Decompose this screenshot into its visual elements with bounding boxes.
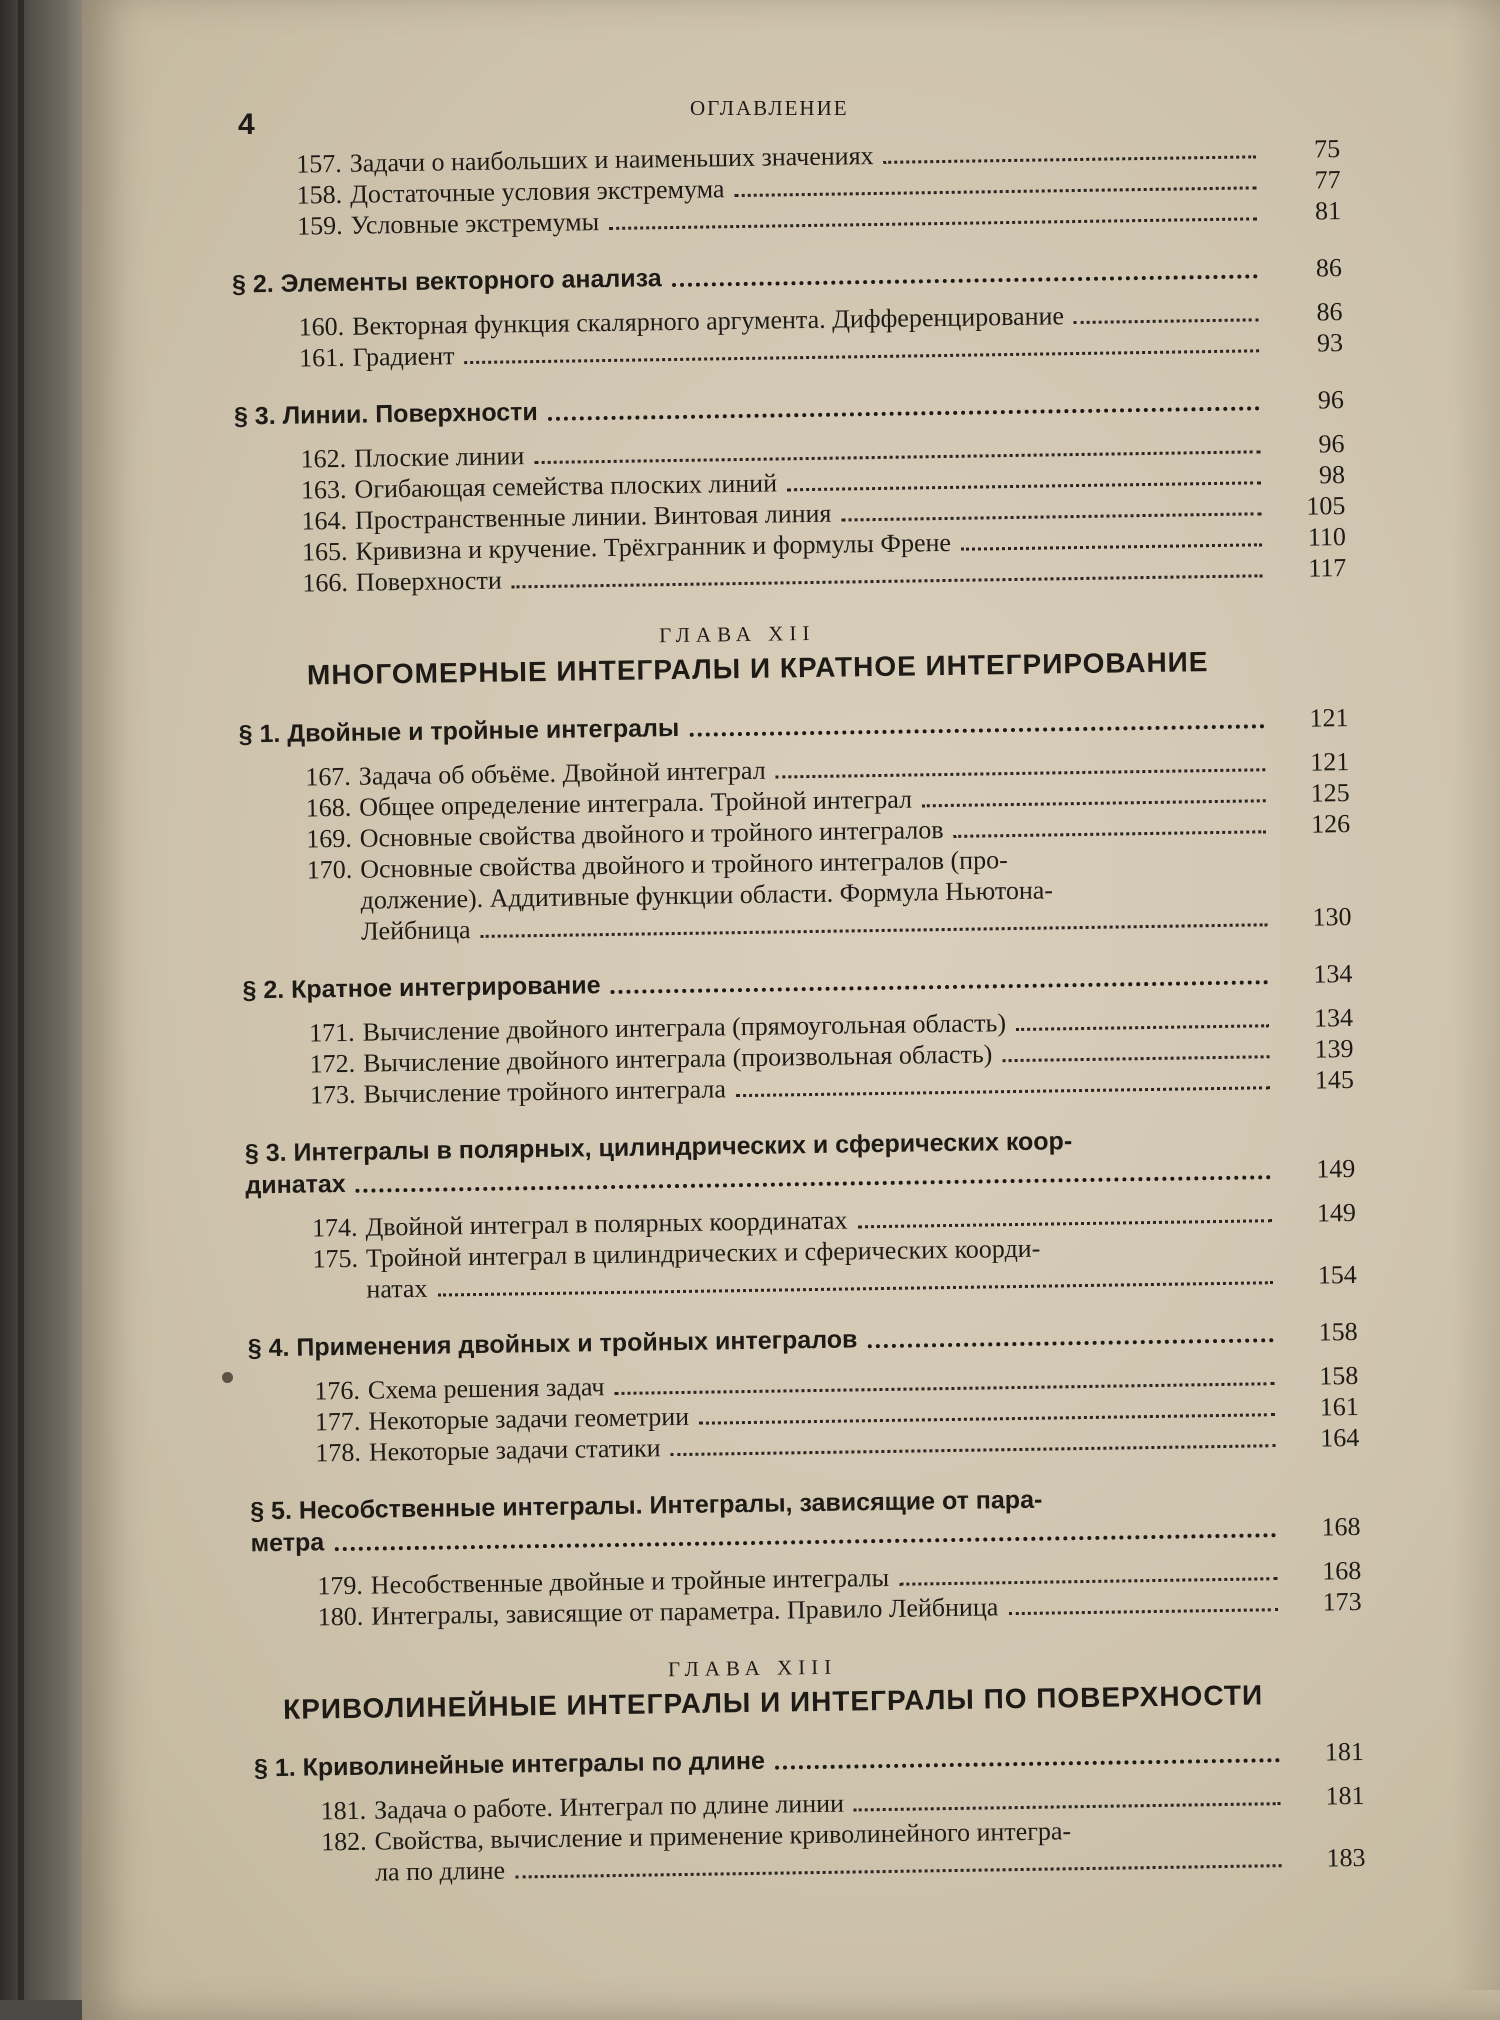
page-ref: 168 [1321,1511,1361,1542]
page-ref: 158 [1319,1360,1359,1391]
entry-number: 175. [312,1243,359,1274]
entry-number: 168. [305,792,352,823]
entry-text: Двойной интеграл в полярных координатах [365,1205,848,1242]
toc-section [238,702,1348,750]
entry-text: Основные свойства двойного и тройного интегралов [359,815,944,853]
entry-number: 170. [306,854,353,885]
entry-number: 173. [309,1079,356,1110]
entry-number: 177. [314,1406,361,1437]
page-ref: 161 [1319,1391,1359,1422]
page-ref: 139 [1314,1033,1354,1064]
chapter-label: ГЛАВА XII [658,620,816,648]
entry-text-line: Основные свойства двойного и тройного интегралов (про- [359,845,1008,884]
entry-text: Несобственные двойные и тройные интегралы [370,1562,890,1600]
dot-leader [775,1758,1280,1769]
entry-text: Поверхности [355,565,502,597]
chapter-label: ГЛАВА XIII [667,1654,838,1682]
entry-text: Условные экстремумы [350,207,600,240]
dot-leader [548,406,1260,421]
entry-text: Схема решения задач [367,1372,605,1405]
toc-section [242,958,1352,1006]
entry-text: Некоторые задачи геометрии [368,1401,690,1436]
entry-number: 172. [309,1048,356,1079]
chapter-title: КРИВОЛИНЕЙНЫЕ ИНТЕГРАЛЫ И ИНТЕГРАЛЫ ПО ПОВЕРХНОСТИ [282,1679,1264,1725]
entry-text-line: динатах [245,1169,346,1200]
page-ref: 149 [1316,1197,1357,1228]
toc-section [234,384,1344,432]
entry-number: 182. [320,1826,367,1857]
page-ref: 149 [1316,1153,1356,1184]
dot-leader [899,1577,1277,1586]
entry-number: 157. [296,148,342,179]
dot-leader [609,217,1257,230]
dot-leader [699,1413,1275,1425]
dot-leader [735,186,1257,197]
page-ref: 145 [1314,1064,1355,1095]
entry-number: 179. [317,1570,364,1601]
page-ref: 105 [1306,491,1346,521]
page-ref: 134 [1313,1002,1354,1033]
dot-leader [776,768,1266,778]
entry-text: Общее определение интеграла. Тройной интеграл [359,784,913,822]
dot-leader [867,1338,1273,1348]
entry-text: Вычисление двойного интеграла (произвольная область) [362,1039,993,1078]
entry-number: 178. [315,1437,362,1468]
page-ref: 77 [1314,165,1341,195]
entry-text: Плоские линии [353,441,525,473]
entry-number: 159. [296,210,343,241]
dot-leader [672,274,1258,287]
dot-leader [858,1219,1272,1228]
page-ref: 121 [1309,703,1349,733]
entry-number: 163. [300,474,347,505]
entry-number: 161. [298,342,345,373]
entry-text: Некоторые задачи статики [368,1433,661,1467]
entry-text: Кривизна и кручение. Трёхгранник и формулы Френе [355,527,952,566]
entry-text: Задача об объёме. Двойной интеграл [358,755,766,791]
entry-number: 180. [317,1601,364,1632]
entry-number: 171. [308,1017,355,1048]
entry-text-line: ла по длине [374,1855,506,1887]
entry-text-line: Тройной интеграл в цилиндрических и сферических коорди- [365,1233,1041,1273]
entry-text-line: натах [366,1273,428,1304]
dot-leader [1074,318,1259,324]
dot-leader [854,1802,1281,1811]
section-title: § 1. Двойные и тройные интегралы [238,713,680,749]
dot-leader [736,1086,1270,1097]
page-ref: 86 [1315,253,1343,283]
section-title: § 3. Линии. Поверхности [233,398,539,431]
entry-text-line: § 3. Интегралы в полярных, цилиндрических и сферических коор- [244,1127,1073,1168]
book-spine [0,0,92,2000]
dot-leader [954,830,1267,838]
entry-text-line: Свойства, вычисление и применение криволинейного интегра- [374,1816,1072,1856]
page-ref: 125 [1310,778,1350,808]
page-ref: 134 [1313,958,1353,989]
table-of-contents [200,133,1366,1890]
dot-leader [884,155,1257,164]
page-ref: 86 [1316,297,1343,327]
page-ref: 154 [1317,1259,1358,1290]
entry-text-line: § 5. Несобственные интегралы. Интегралы, зависящие от пара- [249,1485,1043,1526]
page-ref: 98 [1318,460,1346,490]
entry-text: Векторная функция скалярного аргумента. Дифференцирование [351,301,1065,341]
dot-leader [611,980,1269,994]
entry-text: Градиент [352,341,455,372]
section-title: § 1. Криволинейные интегралы по длине [253,1746,766,1783]
dot-leader [512,574,1263,588]
dot-leader [671,1444,1276,1456]
dot-leader [1016,1024,1269,1031]
page-ref: 173 [1322,1586,1362,1617]
toc-section [250,1479,1361,1559]
entry-number: 165. [301,536,348,567]
page-ref: 110 [1307,522,1347,552]
entry-number: 164. [301,505,348,536]
toc-section [248,1316,1358,1364]
page-ref: 181 [1325,1780,1365,1811]
page-header-title: ОГЛАВЛЕНИЕ [690,96,849,120]
dot-leader [1002,1055,1269,1062]
entry-text-line: должение). Аддитивные функции области. Формула Ньютона- [360,875,1054,915]
entry-text: Интегралы, зависящие от параметра. Правило Лейбница [371,1592,999,1631]
entry-text: Огибающая семейства плоских линий [354,468,778,504]
entry-number: 158. [296,179,343,210]
entry-number: 181. [320,1795,367,1826]
page-ref: 168 [1321,1555,1362,1586]
ink-smudge [222,1372,233,1383]
section-title: § 2. Элементы векторного анализа [231,264,662,299]
entry-text: Задачи о наибольших и наименьших значениях [349,141,874,178]
entry-text-line: Лейбница [360,915,471,946]
entry-text-line: метра [250,1528,325,1558]
dot-leader [922,799,1266,807]
page-ref: 93 [1316,328,1344,358]
dot-leader [787,481,1261,491]
page-ref: 96 [1317,385,1345,415]
dot-leader [334,1533,1276,1551]
entry-text: Вычисление тройного интеграла [363,1074,727,1109]
page-ref: 117 [1308,553,1347,583]
entry-text: Пространственные линии. Винтовая линия [354,498,832,535]
page-ref: 121 [1309,747,1350,777]
dot-leader [1008,1608,1277,1615]
page-ref: 130 [1312,902,1352,932]
entry-number: 167. [305,761,352,792]
dot-leader [438,1281,1273,1296]
entry-text: Задача о работе. Интеграл по длине линии [373,1788,845,1825]
dot-leader [481,923,1268,938]
entry-number: 166. [302,567,349,598]
entry-number: 169. [306,823,352,854]
dot-leader [841,512,1261,521]
page-ref: 96 [1318,429,1345,459]
entry-number: 162. [300,443,347,474]
entry-number: 176. [314,1375,361,1406]
toc-entry [306,839,1351,947]
dot-leader [465,349,1260,364]
toc-section [254,1736,1364,1784]
chapter-title: МНОГОМЕРНЫЕ ИНТЕГРАЛЫ И КРАТНОЕ ИНТЕГРИРОВАНИЕ [306,646,1209,691]
page-ref: 183 [1326,1842,1366,1873]
page-ref: 126 [1310,809,1351,839]
entry-text: Достаточные условия экстремума [349,174,725,209]
entry-number: 160. [298,311,345,342]
page-number: 4 [238,108,255,141]
dot-leader [356,1175,1272,1193]
entry-text: Вычисление двойного интеграла (прямоугольная область) [362,1008,1007,1047]
toc-section [245,1121,1356,1201]
dot-leader [961,543,1262,550]
page-ref: 75 [1313,134,1341,164]
section-title: § 4. Применения двойных и тройных интегралов [247,1325,858,1363]
dot-leader [689,724,1264,737]
entry-number: 174. [311,1212,358,1243]
page-ref: 164 [1320,1422,1360,1453]
toc-section [232,252,1342,300]
section-title: § 2. Кратное интегрирование [242,971,601,1005]
page-ref: 158 [1318,1316,1358,1347]
page-ref: 181 [1324,1736,1365,1767]
page-ref: 81 [1314,196,1342,226]
